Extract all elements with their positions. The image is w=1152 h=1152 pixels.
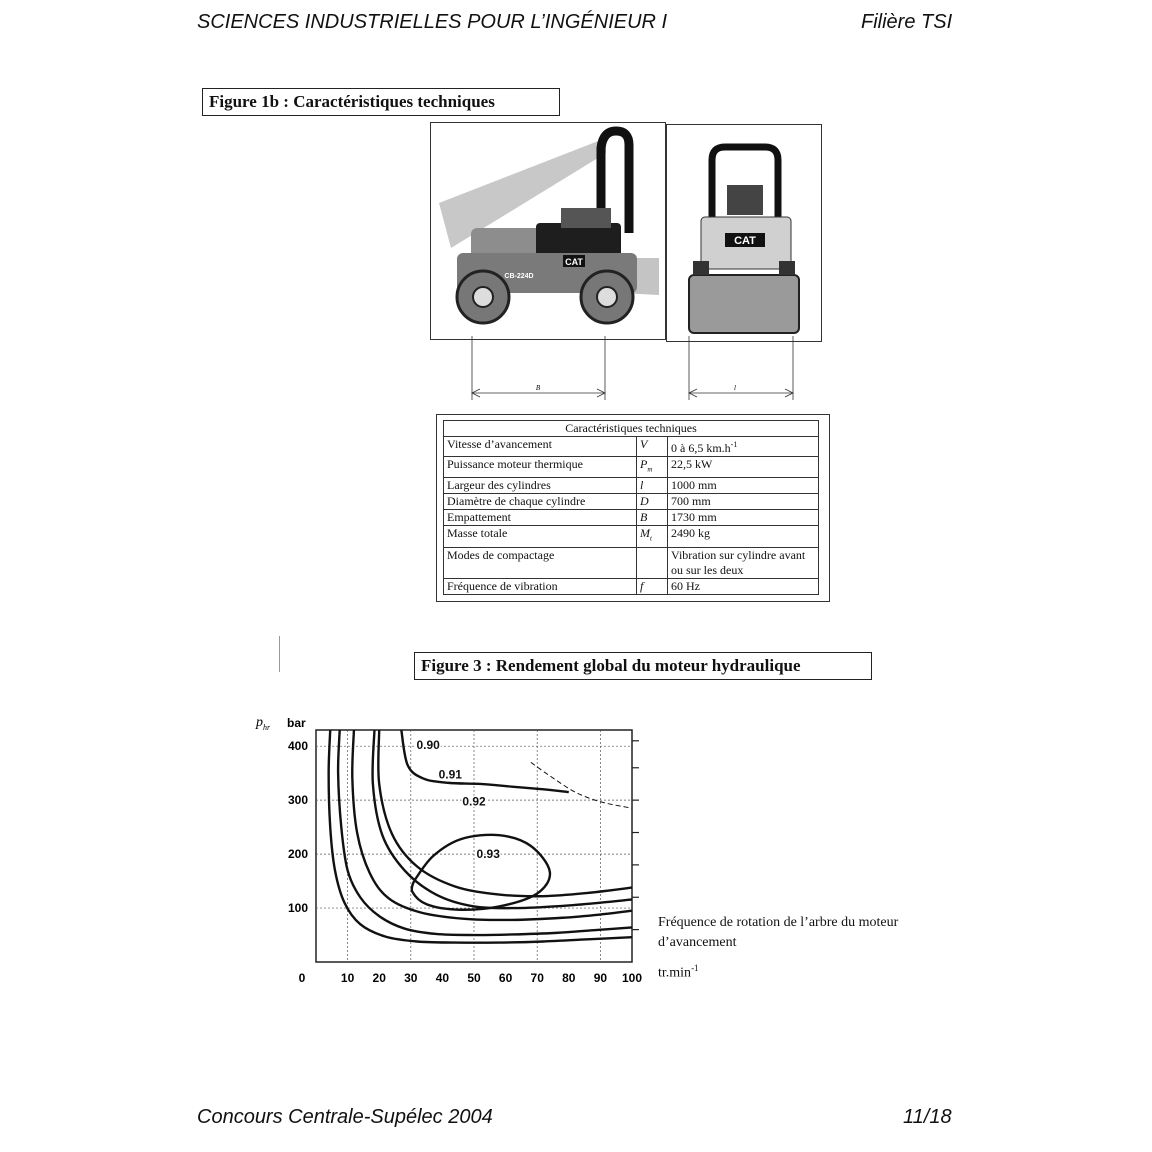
page-footer-page-number: 11/18 xyxy=(903,1106,952,1128)
spec-value: Vibration sur cylindre avant ou sur les deux xyxy=(668,547,819,578)
spec-row xyxy=(444,547,819,578)
x-axis-label: Fréquence de rotation de l’arbre du moteur d’avancement xyxy=(658,915,899,950)
efficiency-curve xyxy=(378,730,632,896)
spec-symbol: B xyxy=(637,510,668,526)
spec-symbol: D xyxy=(637,494,668,510)
dimension-lines xyxy=(460,336,810,406)
spec-value: 0 à 6,5 $km.h^{-1}$ xyxy=(668,437,819,457)
spec-symbol: $M_t$ xyxy=(637,526,668,547)
roller-front-photo xyxy=(666,124,822,342)
efficiency-chart xyxy=(250,705,670,990)
x-tick-label: 40 xyxy=(435,971,450,985)
page-header-title: SCIENCES INDUSTRIELLES POUR L’INGÉNIEUR I xyxy=(197,11,668,33)
spec-label: Modes de compactage xyxy=(444,547,637,578)
x-tick-label: 30 xyxy=(404,971,418,985)
efficiency-curve-label: 0.90 xyxy=(416,737,440,752)
page-footer-contest: Concours Centrale-Supélec 2004 xyxy=(197,1106,493,1128)
spec-table xyxy=(443,420,819,595)
dimension-l-label: l xyxy=(734,384,736,392)
roller-side-illustration xyxy=(431,123,665,339)
spec-value: 60 Hz xyxy=(668,578,819,594)
figure-1b-title: Figure 1b : Caractéristiques techniques xyxy=(202,88,560,116)
spec-row xyxy=(444,510,819,526)
spec-row xyxy=(444,526,819,547)
x-tick-label: 50 xyxy=(467,971,481,985)
x-tick-label: 90 xyxy=(593,971,608,985)
x-tick-label: 60 xyxy=(498,971,513,985)
y-axis-symbol: $p_{hr}$ xyxy=(256,715,271,732)
spec-label: Largeur des cylindres xyxy=(444,478,637,494)
spec-row xyxy=(444,494,819,510)
dimension-b-label: B xyxy=(535,384,541,392)
x-tick-label: 20 xyxy=(372,971,386,985)
x-tick-label: 0 xyxy=(298,971,306,985)
spec-label: Empattement xyxy=(444,510,637,526)
figure-3-title: Figure 3 : Rendement global du moteur hydraulique xyxy=(414,652,872,680)
side-model-label: CB-224D xyxy=(504,273,534,280)
efficiency-curve-label: 0.92 xyxy=(462,794,486,809)
efficiency-curve xyxy=(373,730,632,908)
spec-table-caption: Caractéristiques techniques xyxy=(444,421,819,437)
x-tick-label: 80 xyxy=(562,971,576,985)
spec-symbol: $P_m$ xyxy=(637,457,668,478)
spec-symbol: l xyxy=(637,478,668,494)
x-tick-label: 100 xyxy=(621,971,643,985)
page-header-track: Filière TSI xyxy=(861,11,953,33)
spec-symbol xyxy=(637,547,668,578)
spec-label: Fréquence de vibration xyxy=(444,578,637,594)
spec-row xyxy=(444,478,819,494)
roller-side-photo xyxy=(430,122,666,340)
spec-value: 1730 mm xyxy=(668,510,819,526)
x-tick-label: 10 xyxy=(340,971,355,985)
y-axis-unit: bar xyxy=(287,716,306,730)
spec-value: 1000 mm xyxy=(668,478,819,494)
x-axis-unit: $tr.\min^{-1}$ xyxy=(658,963,699,981)
spec-value: 22,5 kW xyxy=(668,457,819,478)
spec-label: Puissance moteur thermique xyxy=(444,457,637,478)
roller-front-illustration xyxy=(667,125,821,341)
efficiency-curve-label: 0.91 xyxy=(438,767,462,782)
spec-table-frame xyxy=(436,414,830,602)
spec-row xyxy=(444,437,819,457)
margin-rule xyxy=(279,636,280,672)
efficiency-curve xyxy=(531,762,632,808)
y-tick-label: 100 xyxy=(287,901,308,916)
y-tick-label: 400 xyxy=(287,739,308,754)
y-tick-label: 200 xyxy=(287,847,308,862)
front-brand-label: CAT xyxy=(734,235,756,247)
spec-row xyxy=(444,457,819,478)
efficiency-curve-label: 0.93 xyxy=(476,846,500,861)
spec-value: 700 mm xyxy=(668,494,819,510)
side-brand-label: CAT xyxy=(565,257,583,267)
spec-label: Masse totale xyxy=(444,526,637,547)
spec-label: Vitesse d’avancement xyxy=(444,437,637,457)
spec-symbol: V xyxy=(637,437,668,457)
spec-label: Diamètre de chaque cylindre xyxy=(444,494,637,510)
y-tick-label: 300 xyxy=(287,793,308,808)
spec-symbol: f xyxy=(637,578,668,594)
spec-value: 2490 kg xyxy=(668,526,819,547)
x-tick-label: 70 xyxy=(530,971,544,985)
efficiency-curve xyxy=(352,730,632,920)
spec-row xyxy=(444,578,819,594)
